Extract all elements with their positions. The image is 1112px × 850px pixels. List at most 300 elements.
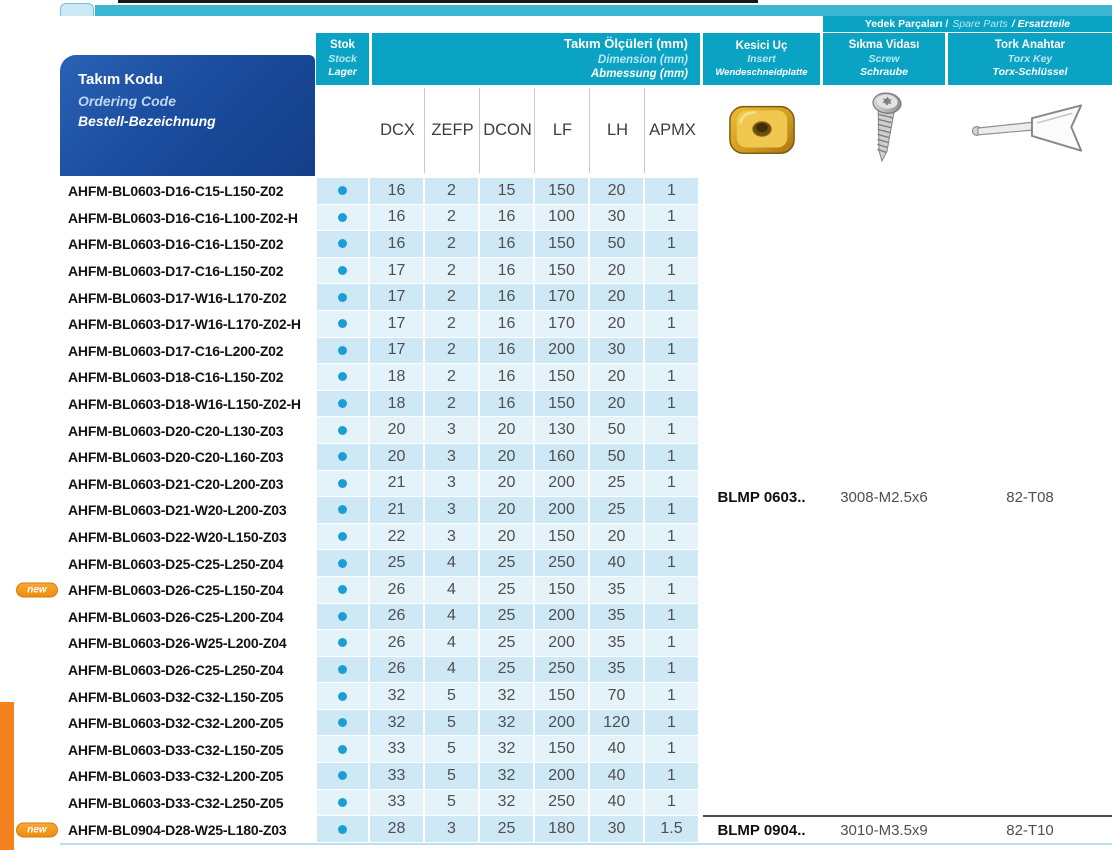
dim-value: 1 xyxy=(645,630,700,657)
stock-dot xyxy=(338,718,347,727)
dim-value: 18 xyxy=(370,391,425,418)
ordering-code: AHFM-BL0603-D26-C25-L150-Z04 xyxy=(60,577,315,604)
stock-dot xyxy=(338,186,347,195)
stock-cell xyxy=(315,444,370,471)
ordering-code-label-de: Bestell-Bezeichnung xyxy=(78,113,216,130)
stock-cell xyxy=(315,816,370,843)
dim-value: 2 xyxy=(425,364,480,391)
dim-value: 25 xyxy=(480,657,535,684)
stock-dot xyxy=(338,771,347,780)
dim-value: 1 xyxy=(645,417,700,444)
stock-label-en: Stock xyxy=(328,52,357,65)
stock-cell xyxy=(315,471,370,498)
ordering-code-header xyxy=(60,55,315,176)
stock-header xyxy=(316,33,369,85)
dim-value: 1.5 xyxy=(645,816,700,843)
ordering-code: AHFM-BL0603-D21-C20-L200-Z03 xyxy=(60,471,315,498)
stock-dot xyxy=(338,372,347,381)
table-row xyxy=(60,178,701,205)
dim-value: 200 xyxy=(535,338,590,365)
dim-value: 33 xyxy=(370,736,425,763)
top-cyan-bar xyxy=(95,5,1112,16)
stock-cell xyxy=(315,683,370,710)
dim-value: 16 xyxy=(480,205,535,232)
stock-cell xyxy=(315,657,370,684)
dim-value: 70 xyxy=(590,683,645,710)
stock-cell xyxy=(315,205,370,232)
dim-value: 26 xyxy=(370,630,425,657)
insert-group-value: BLMP 0603.. xyxy=(703,178,820,816)
dim-value: 1 xyxy=(645,178,700,205)
dim-value: 25 xyxy=(370,550,425,577)
dim-value: 21 xyxy=(370,497,425,524)
dim-value: 20 xyxy=(590,311,645,338)
table-bottom-rule xyxy=(60,843,1112,845)
dim-value: 150 xyxy=(535,231,590,258)
table-row xyxy=(60,364,701,391)
ordering-code: AHFM-BL0603-D25-C25-L250-Z04 xyxy=(60,550,315,577)
dim-value: 33 xyxy=(370,763,425,790)
dim-value: 28 xyxy=(370,816,425,843)
dim-value: 35 xyxy=(590,604,645,631)
page-corner-tab xyxy=(60,3,94,16)
torx-label-tr: Tork Anahtar xyxy=(994,38,1066,51)
dim-value: 1 xyxy=(645,258,700,285)
stock-dot xyxy=(338,692,347,701)
dim-value: 32 xyxy=(480,683,535,710)
ordering-code: AHFM-BL0603-D26-C25-L200-Z04 xyxy=(60,604,315,631)
dim-value: 4 xyxy=(425,657,480,684)
ordering-code-label-tr: Takım Kodu xyxy=(78,71,163,88)
dim-value: 1 xyxy=(645,683,700,710)
table-row xyxy=(60,338,701,365)
dim-value: 1 xyxy=(645,763,700,790)
dim-value: 1 xyxy=(645,444,700,471)
column-divider xyxy=(644,88,645,173)
dim-value: 16 xyxy=(370,231,425,258)
dim-value: 2 xyxy=(425,391,480,418)
table-row xyxy=(60,550,701,577)
ordering-code: AHFM-BL0603-D33-C32-L250-Z05 xyxy=(60,790,315,817)
dim-value: 20 xyxy=(370,444,425,471)
dim-value: 1 xyxy=(645,205,700,232)
dim-value: 17 xyxy=(370,284,425,311)
dim-value: 20 xyxy=(480,471,535,498)
dim-value: 20 xyxy=(590,364,645,391)
screw-label-en: Screw xyxy=(868,52,900,65)
dim-value: 25 xyxy=(480,577,535,604)
table-row xyxy=(60,604,701,631)
dim-value: 20 xyxy=(480,417,535,444)
ordering-code: AHFM-BL0603-D16-C16-L150-Z02 xyxy=(60,231,315,258)
dim-value: 2 xyxy=(425,231,480,258)
dim-value: 16 xyxy=(480,311,535,338)
stock-cell xyxy=(315,417,370,444)
torx-label-en: Torx Key xyxy=(1007,52,1053,65)
column-divider xyxy=(534,88,535,173)
dim-value: 3 xyxy=(425,417,480,444)
stock-dot xyxy=(338,319,347,328)
stock-dot xyxy=(338,532,347,541)
dim-value: 1 xyxy=(645,338,700,365)
dim-value: 18 xyxy=(370,364,425,391)
dim-value: 250 xyxy=(535,550,590,577)
screw-label-tr: Sıkma Vidası xyxy=(848,38,920,51)
dim-value: 20 xyxy=(370,417,425,444)
spare-parts-label-de: / Ersatzteile xyxy=(1011,18,1071,30)
table-row xyxy=(60,630,701,657)
ordering-code-label-en: Ordering Code xyxy=(78,92,177,109)
stock-cell xyxy=(315,284,370,311)
table-row xyxy=(60,683,701,710)
column-divider xyxy=(479,88,480,173)
column-divider xyxy=(424,88,425,173)
stock-dot xyxy=(338,638,347,647)
stock-cell xyxy=(315,736,370,763)
dim-value: 22 xyxy=(370,524,425,551)
stock-cell xyxy=(315,311,370,338)
dim-col-label: LH xyxy=(606,121,629,139)
dim-value: 30 xyxy=(590,338,645,365)
ordering-code: AHFM-BL0603-D18-C16-L150-Z02 xyxy=(60,364,315,391)
dim-value: 20 xyxy=(590,524,645,551)
dim-value: 1 xyxy=(645,497,700,524)
dim-value: 5 xyxy=(425,790,480,817)
stock-dot xyxy=(338,426,347,435)
torx-group2-value: 82-T10 xyxy=(948,817,1112,843)
stock-cell xyxy=(315,630,370,657)
dim-value: 2 xyxy=(425,205,480,232)
ordering-code: AHFM-BL0603-D32-C32-L150-Z05 xyxy=(60,683,315,710)
dim-value: 17 xyxy=(370,311,425,338)
dim-value: 120 xyxy=(590,710,645,737)
ordering-code: AHFM-BL0904-D28-W25-L180-Z03 xyxy=(60,816,315,843)
dim-value: 4 xyxy=(425,604,480,631)
insert-label-en: Insert xyxy=(747,53,776,66)
dim-value: 1 xyxy=(645,790,700,817)
dim-value: 170 xyxy=(535,311,590,338)
new-badge: new xyxy=(16,822,58,837)
dim-value: 130 xyxy=(535,417,590,444)
dim-col-label: ZEFP xyxy=(431,121,474,139)
dim-value: 17 xyxy=(370,338,425,365)
table-row xyxy=(60,205,701,232)
stock-cell xyxy=(315,231,370,258)
dim-value: 250 xyxy=(535,657,590,684)
dim-value: 2 xyxy=(425,284,480,311)
ordering-code: AHFM-BL0603-D22-W20-L150-Z03 xyxy=(60,524,315,551)
dim-value: 4 xyxy=(425,577,480,604)
ordering-code: AHFM-BL0603-D17-C16-L150-Z02 xyxy=(60,258,315,285)
table-row xyxy=(27,816,701,843)
dim-value: 1 xyxy=(645,471,700,498)
dim-value: 3 xyxy=(425,444,480,471)
screw-group2-value: 3010-M3.5x9 xyxy=(823,817,945,843)
ordering-code: AHFM-BL0603-D26-W25-L200-Z04 xyxy=(60,630,315,657)
dim-value: 32 xyxy=(480,736,535,763)
ordering-code: AHFM-BL0603-D26-C25-L250-Z04 xyxy=(60,657,315,684)
dim-value: 17 xyxy=(370,258,425,285)
dim-value: 32 xyxy=(370,683,425,710)
dim-value: 32 xyxy=(480,763,535,790)
insert-label-de: Wendeschneidplatte xyxy=(715,67,808,79)
dim-value: 5 xyxy=(425,763,480,790)
stock-dot xyxy=(338,505,347,514)
stock-dot xyxy=(338,452,347,461)
stock-dot xyxy=(338,798,347,807)
dim-value: 5 xyxy=(425,683,480,710)
table-row xyxy=(60,763,701,790)
table-row xyxy=(60,311,701,338)
table-row xyxy=(60,790,701,817)
dim-value: 1 xyxy=(645,550,700,577)
stock-dot xyxy=(338,559,347,568)
dimensions-label-en: Dimension (mm) xyxy=(597,53,688,66)
dim-col-label: LF xyxy=(552,121,573,139)
torx-header xyxy=(948,33,1112,85)
stock-dot xyxy=(338,825,347,834)
dim-value: 150 xyxy=(535,364,590,391)
dim-value: 16 xyxy=(480,284,535,311)
ordering-code: AHFM-BL0603-D33-C32-L150-Z05 xyxy=(60,736,315,763)
ordering-code: AHFM-BL0603-D16-C16-L100-Z02-H xyxy=(60,205,315,232)
stock-cell xyxy=(315,604,370,631)
stock-dot xyxy=(338,745,347,754)
ordering-code: AHFM-BL0603-D17-C16-L200-Z02 xyxy=(60,338,315,365)
dim-value: 160 xyxy=(535,444,590,471)
table-row xyxy=(60,524,701,551)
dim-value: 35 xyxy=(590,630,645,657)
spare-parts-header xyxy=(823,16,1112,32)
clamping-screw-icon xyxy=(860,89,908,174)
dim-value: 35 xyxy=(590,657,645,684)
page-edge-tab xyxy=(0,702,14,850)
ordering-code: AHFM-BL0603-D18-W16-L150-Z02-H xyxy=(60,391,315,418)
dim-value: 1 xyxy=(645,577,700,604)
stock-label-de: Lager xyxy=(328,66,357,79)
dim-value: 20 xyxy=(480,524,535,551)
dim-value: 170 xyxy=(535,284,590,311)
dim-value: 200 xyxy=(535,497,590,524)
dim-value: 2 xyxy=(425,311,480,338)
table-row xyxy=(60,417,701,444)
stock-dot xyxy=(338,266,347,275)
dim-value: 16 xyxy=(370,178,425,205)
table-row xyxy=(60,444,701,471)
dim-value: 32 xyxy=(480,710,535,737)
dim-value: 4 xyxy=(425,550,480,577)
stock-dot xyxy=(338,346,347,355)
dim-value: 26 xyxy=(370,604,425,631)
stock-label-tr: Stok xyxy=(330,38,355,51)
dim-value: 3 xyxy=(425,497,480,524)
dim-value: 50 xyxy=(590,417,645,444)
dim-value: 1 xyxy=(645,231,700,258)
dim-value: 40 xyxy=(590,736,645,763)
dimensions-label-tr: Takım Ölçüleri (mm) xyxy=(563,35,688,51)
ordering-code: AHFM-BL0603-D20-C20-L160-Z03 xyxy=(60,444,315,471)
dim-value: 40 xyxy=(590,790,645,817)
dim-value: 200 xyxy=(535,710,590,737)
dim-value: 1 xyxy=(645,736,700,763)
table-row xyxy=(60,497,701,524)
ordering-code: AHFM-BL0603-D16-C15-L150-Z02 xyxy=(60,178,315,205)
dim-value: 25 xyxy=(480,816,535,843)
dim-value: 1 xyxy=(645,311,700,338)
table-row xyxy=(60,391,701,418)
torx-image-cell xyxy=(948,86,1112,176)
stock-cell xyxy=(315,497,370,524)
stock-cell xyxy=(315,258,370,285)
dim-value: 250 xyxy=(535,790,590,817)
dim-value: 25 xyxy=(590,497,645,524)
stock-cell xyxy=(315,763,370,790)
stock-dot xyxy=(338,665,347,674)
stock-cell xyxy=(315,710,370,737)
dim-value: 20 xyxy=(590,258,645,285)
dim-value: 180 xyxy=(535,816,590,843)
dim-value: 2 xyxy=(425,258,480,285)
dimensions-header xyxy=(372,33,700,85)
dim-value: 150 xyxy=(535,391,590,418)
table-row xyxy=(60,284,701,311)
dim-value: 30 xyxy=(590,816,645,843)
insert-label-tr: Kesici Uç xyxy=(735,39,788,52)
stock-cell xyxy=(315,550,370,577)
spare-parts-label-tr: Yedek Parçaları / xyxy=(864,18,949,30)
dim-value: 26 xyxy=(370,577,425,604)
dim-value: 21 xyxy=(370,471,425,498)
dim-value: 50 xyxy=(590,231,645,258)
dim-col-label: APMX xyxy=(649,121,696,139)
dim-value: 2 xyxy=(425,178,480,205)
dim-value: 20 xyxy=(480,497,535,524)
dim-value: 100 xyxy=(535,205,590,232)
table-row xyxy=(60,710,701,737)
column-divider xyxy=(589,88,590,173)
dim-value: 1 xyxy=(645,364,700,391)
dim-value: 30 xyxy=(590,205,645,232)
dim-value: 150 xyxy=(535,736,590,763)
dim-value: 150 xyxy=(535,683,590,710)
stock-dot xyxy=(338,293,347,302)
dim-value: 16 xyxy=(480,364,535,391)
screw-image-cell xyxy=(823,86,945,176)
ordering-code: AHFM-BL0603-D17-W16-L170-Z02-H xyxy=(60,311,315,338)
dim-value: 1 xyxy=(645,524,700,551)
dim-value: 20 xyxy=(590,178,645,205)
dim-value: 32 xyxy=(370,710,425,737)
spare-parts-label-en: Spare Parts xyxy=(952,18,1008,30)
torx-label-de: Torx-Schlüssel xyxy=(992,66,1068,79)
dim-value: 26 xyxy=(370,657,425,684)
dim-value: 150 xyxy=(535,577,590,604)
dim-value: 4 xyxy=(425,630,480,657)
dim-value: 40 xyxy=(590,550,645,577)
dim-value: 200 xyxy=(535,471,590,498)
insert-group2-value: BLMP 0904.. xyxy=(703,817,820,843)
stock-dot xyxy=(338,479,347,488)
dim-value: 25 xyxy=(590,471,645,498)
dim-value: 25 xyxy=(480,604,535,631)
dim-value: 200 xyxy=(535,630,590,657)
stock-cell xyxy=(315,338,370,365)
dim-value: 35 xyxy=(590,577,645,604)
screw-group-value: 3008-M2.5x6 xyxy=(823,178,945,816)
dimensions-label-de: Abmessung (mm) xyxy=(590,68,688,81)
stock-dot xyxy=(338,612,347,621)
insert-image-cell xyxy=(703,86,820,176)
dim-value: 1 xyxy=(645,284,700,311)
stock-cell xyxy=(315,391,370,418)
ordering-code: AHFM-BL0603-D21-W20-L200-Z03 xyxy=(60,497,315,524)
table-row xyxy=(60,471,701,498)
dim-value: 3 xyxy=(425,471,480,498)
dim-value: 200 xyxy=(535,763,590,790)
dim-value: 150 xyxy=(535,258,590,285)
gold-milling-insert-icon xyxy=(727,100,797,163)
dim-value: 16 xyxy=(480,338,535,365)
dim-value: 16 xyxy=(480,231,535,258)
ordering-code: AHFM-BL0603-D32-C32-L200-Z05 xyxy=(60,710,315,737)
dim-value: 1 xyxy=(645,710,700,737)
table-row xyxy=(60,657,701,684)
dim-value: 3 xyxy=(425,524,480,551)
dim-value: 200 xyxy=(535,604,590,631)
dim-value: 20 xyxy=(480,444,535,471)
dim-value: 5 xyxy=(425,736,480,763)
ordering-code: AHFM-BL0603-D17-W16-L170-Z02 xyxy=(60,284,315,311)
top-rule xyxy=(118,0,758,3)
stock-cell xyxy=(315,524,370,551)
dim-value: 50 xyxy=(590,444,645,471)
stock-dot xyxy=(338,213,347,222)
ordering-code: AHFM-BL0603-D20-C20-L130-Z03 xyxy=(60,417,315,444)
dim-value: 40 xyxy=(590,763,645,790)
stock-cell xyxy=(315,790,370,817)
torx-group-value: 82-T08 xyxy=(948,178,1112,816)
table-row xyxy=(60,736,701,763)
insert-header xyxy=(703,33,820,85)
ordering-code: AHFM-BL0603-D33-C32-L200-Z05 xyxy=(60,763,315,790)
dim-value: 15 xyxy=(480,178,535,205)
table-row xyxy=(60,258,701,285)
dim-value: 1 xyxy=(645,657,700,684)
torx-key-icon xyxy=(971,99,1089,164)
dim-value: 150 xyxy=(535,178,590,205)
table-row xyxy=(27,577,701,604)
dim-value: 32 xyxy=(480,790,535,817)
stock-cell xyxy=(315,577,370,604)
dim-value: 20 xyxy=(590,284,645,311)
table-rows xyxy=(27,178,701,843)
dim-value: 16 xyxy=(480,258,535,285)
dim-value: 150 xyxy=(535,524,590,551)
stock-dot xyxy=(338,399,347,408)
new-badge: new xyxy=(16,583,58,598)
stock-cell xyxy=(315,178,370,205)
dim-value: 1 xyxy=(645,604,700,631)
dim-value: 25 xyxy=(480,630,535,657)
dim-col-label: DCX xyxy=(380,121,415,139)
screw-header xyxy=(823,33,945,85)
screw-label-de: Schraube xyxy=(860,66,908,79)
stock-dot xyxy=(338,239,347,248)
dim-value: 25 xyxy=(480,550,535,577)
dim-value: 33 xyxy=(370,790,425,817)
dim-value: 16 xyxy=(480,391,535,418)
dim-value: 3 xyxy=(425,816,480,843)
